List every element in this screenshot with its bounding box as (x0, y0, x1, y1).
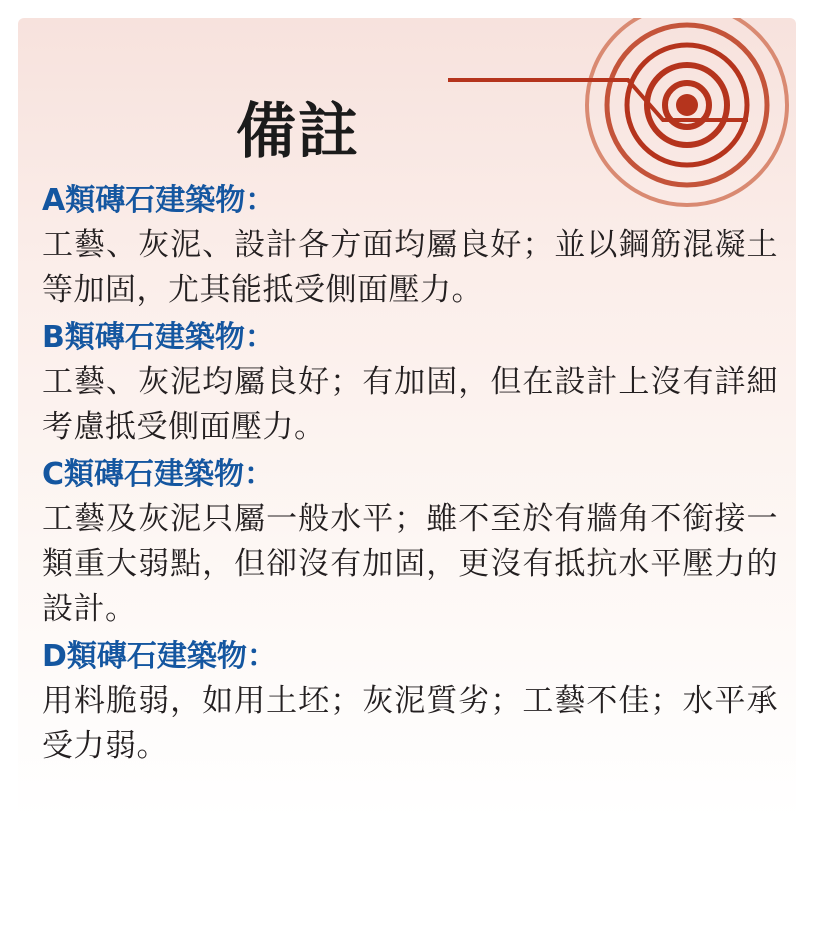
note-text: 工藝及灰泥只屬一般水平；雖不至於有牆角不銜接一類重大弱點，但卻沒有加固，更沒有抵抗水平壓力的設計。 (42, 500, 778, 627)
note-heading: D類磚石建築物： (42, 638, 277, 674)
note-section (42, 178, 778, 313)
note-text: 工藝、灰泥均屬良好；有加固，但在設計上沒有詳細考慮抵受側面壓力。 (42, 363, 778, 445)
note-section (42, 315, 778, 450)
note-text: 工藝、灰泥、設計各方面均屬良好；並以鋼筋混凝土等加固，尤其能抵受側面壓力。 (42, 227, 778, 308)
note-section (42, 452, 778, 632)
page-title: 備註 (236, 97, 360, 167)
note-heading: C類磚石建築物： (42, 456, 275, 492)
note-heading: A類磚石建築物： (42, 183, 276, 218)
note-text: 用料脆弱，如用土坯；灰泥質劣；工藝不佳；水平承受力弱。 (42, 682, 778, 764)
note-section (42, 634, 778, 769)
notes-body (42, 178, 778, 770)
note-heading: B類磚石建築物： (42, 319, 275, 355)
notes-card (18, 18, 796, 929)
